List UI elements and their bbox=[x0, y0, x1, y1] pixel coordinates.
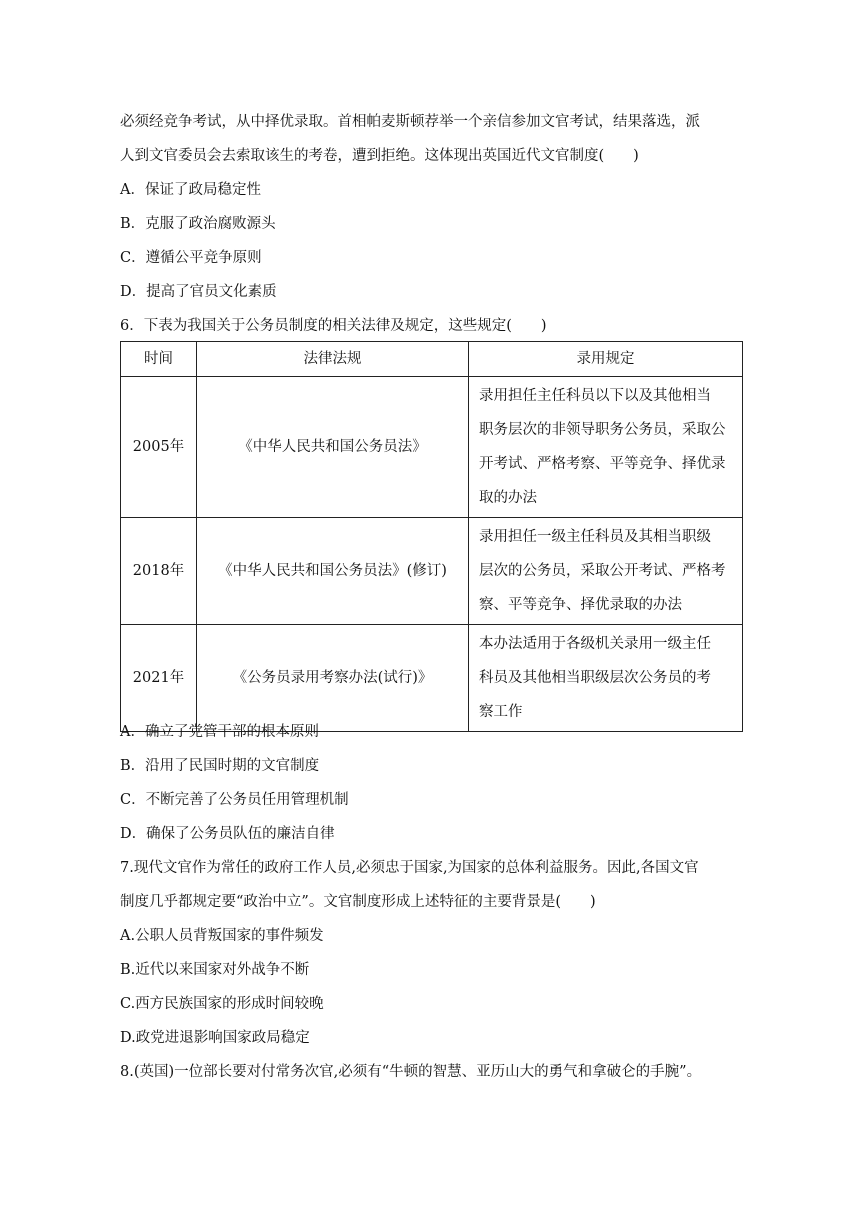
q5-option-d: D．提高了官员文化素质 bbox=[120, 284, 277, 300]
header-time: 时间 bbox=[121, 342, 197, 377]
row-year: 2018年 bbox=[121, 518, 197, 625]
row-law: 《公务员录用考察办法(试行)》 bbox=[197, 625, 469, 732]
rule-line: 取的办法 bbox=[479, 490, 537, 506]
table-row bbox=[121, 377, 743, 518]
q7-option-b: B.近代以来国家对外战争不断 bbox=[120, 962, 310, 978]
row-rule bbox=[469, 625, 743, 732]
q5-stem-line-2: 人到文官委员会去索取该生的考卷，遭到拒绝。这体现出英国近代文官制度( ) bbox=[120, 148, 639, 164]
table-row bbox=[121, 518, 743, 625]
rule-line: 层次的公务员，采取公开考试、严格考 bbox=[479, 563, 726, 579]
row-law: 《中华人民共和国公务员法》 bbox=[197, 377, 469, 518]
q5-option-a: A．保证了政局稳定性 bbox=[120, 182, 261, 198]
q7-option-c: C.西方民族国家的形成时间较晚 bbox=[120, 996, 324, 1012]
rule-line: 本办法适用于各级机关录用一级主任 bbox=[479, 636, 711, 652]
rule-line: 开考试、严格考察、平等竞争、择优录 bbox=[479, 456, 726, 472]
q7-stem-line-2: 制度几乎都规定要“政治中立”。文官制度形成上述特征的主要背景是( ) bbox=[120, 894, 596, 910]
q6-option-d: D．确保了公务员队伍的廉洁自律 bbox=[120, 826, 335, 842]
q7-option-d: D.政党进退影响国家政局稳定 bbox=[120, 1030, 310, 1046]
row-year: 2005年 bbox=[121, 377, 197, 518]
q5-option-c: C．遵循公平竞争原则 bbox=[120, 250, 262, 266]
q6-table bbox=[120, 341, 743, 732]
rule-line: 察、平等竞争、择优录取的办法 bbox=[479, 597, 682, 613]
q6-option-c: C．不断完善了公务员任用管理机制 bbox=[120, 792, 349, 808]
rule-line: 察工作 bbox=[479, 704, 523, 720]
table-header-row bbox=[121, 342, 743, 377]
row-rule bbox=[469, 377, 743, 518]
q6-stem: 6．下表为我国关于公务员制度的相关法律及规定，这些规定( ) bbox=[120, 318, 547, 334]
rule-line: 录用担任一级主任科员及其相当职级 bbox=[479, 529, 711, 545]
row-law: 《中华人民共和国公务员法》(修订) bbox=[197, 518, 469, 625]
q5-option-b: B．克服了政治腐败源头 bbox=[120, 216, 276, 232]
q7-stem-line-1: 7.现代文官作为常任的政府工作人员,必须忠于国家,为国家的总体利益服务。因此,各国文官 bbox=[120, 860, 699, 876]
rule-line: 科员及其他相当职级层次公务员的考 bbox=[479, 670, 711, 686]
q5-stem-line-1: 必须经竞争考试，从中择优录取。首相帕麦斯顿荐举一个亲信参加文官考试，结果落选，派 bbox=[120, 114, 700, 130]
header-law: 法律法规 bbox=[197, 342, 469, 377]
q6-option-b: B．沿用了民国时期的文官制度 bbox=[120, 758, 320, 774]
rule-line: 职务层次的非领导职务公务员，采取公 bbox=[479, 422, 726, 438]
header-rule: 录用规定 bbox=[469, 342, 743, 377]
row-rule bbox=[469, 518, 743, 625]
rule-line: 录用担任主任科员以下以及其他相当 bbox=[479, 388, 711, 404]
q8-stem-line-1: 8.(英国)一位部长要对付常务次官,必须有“牛顿的智慧、亚历山大的勇气和拿破仑的手腕”。 bbox=[120, 1064, 702, 1080]
table-row bbox=[121, 625, 743, 732]
row-year: 2021年 bbox=[121, 625, 197, 732]
q6-option-a: A．确立了党管干部的根本原则 bbox=[120, 724, 319, 740]
q7-option-a: A.公职人员背叛国家的事件频发 bbox=[120, 928, 324, 944]
